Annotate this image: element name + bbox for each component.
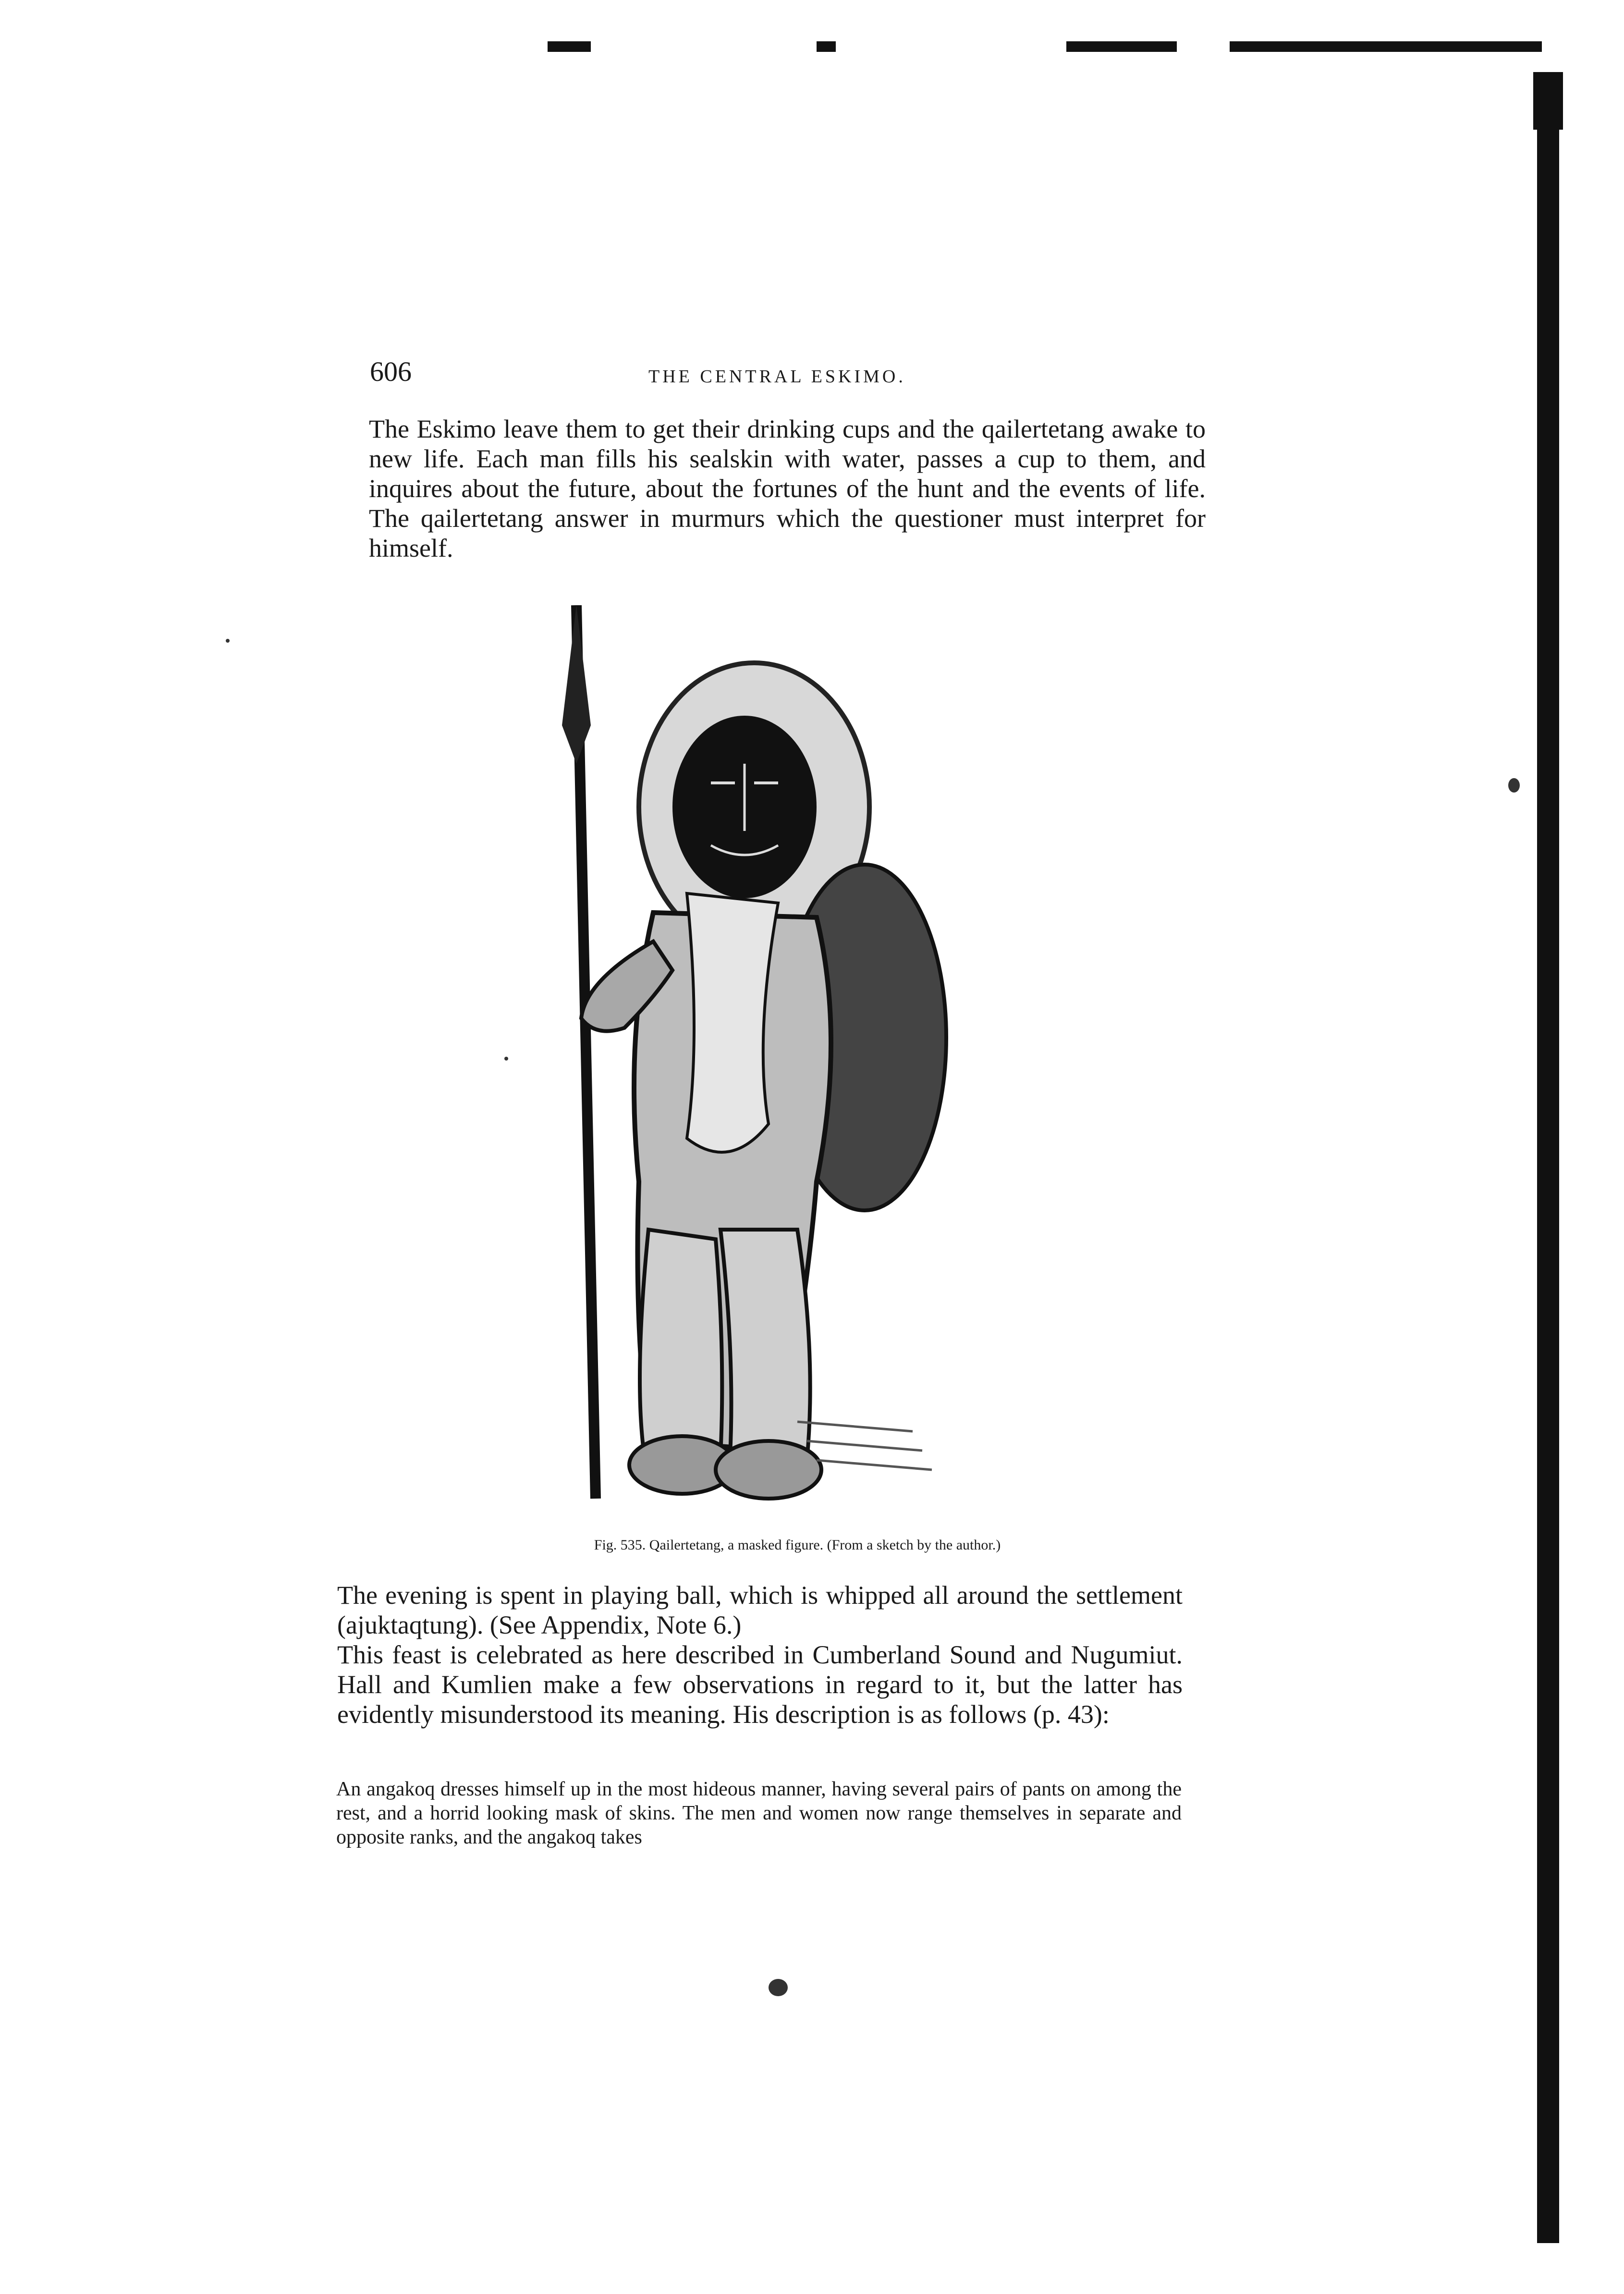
- scan-speck: [226, 639, 230, 643]
- scan-artifact-edge: [1537, 72, 1559, 2243]
- scan-artifact-bar: [548, 41, 591, 52]
- masked-figure-illustration: [528, 605, 961, 1518]
- page-number: 606: [370, 356, 412, 387]
- scan-speck: [1508, 778, 1520, 793]
- running-head: THE CENTRAL ESKIMO.: [648, 366, 906, 387]
- scan-artifact-bar: [1230, 41, 1542, 52]
- block-quote: An angakoq dresses himself up in the most hideous manner, having several pairs of pants on among the rest, and a horrid looking mask of skins. The men and women now range themselves in separate and opposite ranks, and the angakoq takes: [336, 1778, 1182, 1848]
- body-paragraph: The evening is spent in playing ball, which is whipped all around the settlement (ajuktaqtung). (See Appendix, Note 6.) This feast is celebrated as here described in Cumberland Sound and Nugumiut. Hall and Kumlien make a few observations in regard to it, but the latter has evidently misunderstood its meaning. His description is as follows (p. 43):: [337, 1581, 1183, 1729]
- scan-speck: [769, 1979, 788, 1996]
- body-paragraph: The Eskimo leave them to get their drinking cups and the qailertetang awake to new life. Each man fills his sealskin with water, passes a cup to them, and inquires about the future, about the fortunes of the hunt and the events of life. The qailertetang answer in murmurs which the questioner must interpret for himself.: [369, 415, 1206, 562]
- page-header: [370, 355, 1210, 394]
- scan-speck: [504, 1057, 508, 1061]
- figure-caption: Fig. 535. Qailertetang, a masked figure. (From a sketch by the author.): [594, 1537, 1001, 1553]
- scan-artifact-bar: [817, 41, 836, 52]
- scan-artifact-bar: [1066, 41, 1177, 52]
